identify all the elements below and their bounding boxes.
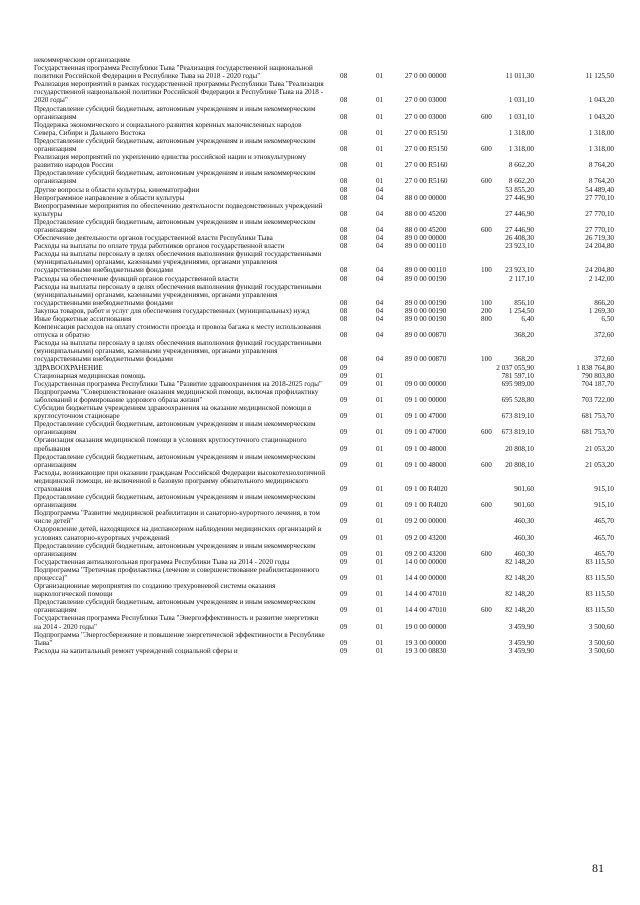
amount-year-2: 11 125,50 — [585, 72, 614, 81]
row-description: Оздоровление детей, находящихся на диспансерном наблюдении медицинских организаций в условиях санаторно-курортных учреждений — [34, 525, 322, 542]
section-code: 09 — [340, 646, 348, 655]
amount-year-1: 368,20 — [514, 331, 534, 340]
subsection-code: 01 — [376, 128, 384, 137]
table-row — [34, 169, 614, 185]
table-row — [34, 283, 614, 307]
table-row — [34, 525, 614, 541]
amount-year-1: 20 808,10 — [505, 444, 534, 453]
table-row — [34, 307, 614, 315]
section-code: 08 — [340, 242, 348, 251]
target-article-code: 88 0 00 45200 — [405, 225, 447, 234]
row-description: Организационные мероприятия по созданию трехуровневой системы оказания наркологической помощи — [34, 582, 276, 599]
row-description: Реализация мероприятий в рамках государственной программы Республики Тыва "Реализация государственной национальной политики Российской Федерации в Республике Тыва на 2018 - 2020 годы" — [34, 80, 324, 105]
table-row — [34, 315, 614, 323]
table-row — [34, 388, 614, 404]
expense-type-code: 600 — [481, 225, 492, 234]
amount-year-2: 372,60 — [594, 331, 614, 340]
row-description: Закупка товаров, работ и услуг для обеспечения государственных (муниципальных) нужд — [34, 306, 310, 315]
amount-year-1: 460,30 — [514, 549, 534, 558]
amount-year-2: 27 770,10 — [585, 209, 614, 218]
row-description: Расходы, возникающие при оказании гражданам Российской Федерации высокотехнологичной медицинской помощи, не включенной в базовую программу обязательного медицинского страхования — [34, 468, 326, 493]
subsection-code: 01 — [376, 428, 384, 437]
subsection-code: 04 — [376, 225, 384, 234]
target-article-code: 27 0 00 03000 — [405, 112, 447, 121]
amount-year-2: 465,70 — [594, 533, 614, 542]
row-description: Предоставление субсидий бюджетным, автономным учреждениям и иным некоммерческим организациям — [34, 493, 316, 510]
table-row — [34, 194, 614, 202]
row-description: Иные бюджетные ассигнования — [34, 315, 132, 323]
table-row — [34, 380, 614, 388]
subsection-code: 01 — [376, 646, 384, 655]
table-row — [34, 582, 614, 598]
amount-year-2: 465,70 — [594, 549, 614, 558]
section-code: 09 — [340, 444, 348, 453]
expense-type-code: 600 — [481, 112, 492, 121]
row-description: Обеспечение деятельности органов государственной власти Республики Тыва — [34, 234, 273, 243]
section-code: 09 — [340, 533, 348, 542]
target-article-code: 09 1 00 47000 — [405, 428, 447, 437]
section-code: 08 — [340, 72, 348, 81]
amount-year-2: 27 770,10 — [585, 193, 614, 202]
subsection-code: 04 — [376, 298, 384, 307]
subsection-code: 04 — [376, 355, 384, 364]
subsection-code: 04 — [376, 306, 384, 315]
subsection-code: 01 — [376, 484, 384, 493]
section-code: 09 — [340, 622, 348, 631]
table-row — [34, 121, 614, 137]
amount-year-1: 27 446,90 — [505, 225, 534, 234]
expense-type-code: 600 — [481, 145, 492, 154]
subsection-code: 01 — [376, 177, 384, 186]
amount-year-2: 1 318,00 — [588, 128, 614, 137]
table-row — [34, 436, 614, 452]
amount-year-1: 23 923,10 — [505, 266, 534, 275]
amount-year-1: 82 148,20 — [505, 606, 534, 615]
subsection-code: 01 — [376, 533, 384, 542]
row-description: Подпрограмма "Развитие медицинской реабилитации и санаторно-курортного лечения, в том числе детей" — [34, 509, 320, 526]
section-code: 09 — [340, 371, 348, 380]
target-article-code: 27 0 00 03000 — [405, 96, 447, 105]
amount-year-2: 866,20 — [594, 298, 614, 307]
subsection-code: 04 — [376, 274, 384, 283]
row-description: Организация оказания медицинской помощи в условиях круглосуточного стационарного пребывания — [34, 436, 307, 453]
target-article-code: 09 1 00 47000 — [405, 412, 447, 421]
table-row — [34, 566, 614, 582]
subsection-code: 01 — [376, 574, 384, 582]
section-code: 08 — [340, 193, 348, 202]
amount-year-1: 460,30 — [514, 533, 534, 542]
target-article-code: 19 3 00 00000 — [405, 638, 447, 647]
section-code: 08 — [340, 298, 348, 307]
amount-year-1: 1 318,00 — [508, 145, 534, 154]
section-code: 09 — [340, 638, 348, 647]
row-description: Предоставление субсидий бюджетным, автономным учреждениям и иным некоммерческим организациям — [34, 541, 316, 558]
table-row — [34, 202, 614, 218]
target-article-code: 89 0 00 00190 — [405, 274, 447, 283]
amount-year-2: 21 053,20 — [585, 460, 614, 469]
target-article-code: 27 0 00 R5160 — [405, 161, 448, 170]
amount-year-1: 82 148,20 — [505, 557, 534, 566]
section-code: 08 — [340, 355, 348, 364]
row-description: Государственная программа Республики Тыва "Реализация государственной национальной политики Российской Федерации в Республике Тыва на 2018 - 2020 годы" — [34, 64, 313, 81]
target-article-code: 89 0 00 00110 — [405, 242, 447, 251]
row-description: Предоставление субсидий бюджетным, автономным учреждениям и иным некоммерческим организациям — [34, 217, 316, 234]
amount-year-1: 27 446,90 — [505, 193, 534, 202]
target-article-code: 19 0 00 00000 — [405, 622, 447, 631]
amount-year-2: 24 204,80 — [585, 242, 614, 251]
amount-year-1: 23 923,10 — [505, 242, 534, 251]
amount-year-2: 681 753,70 — [581, 412, 614, 421]
expense-type-code: 800 — [481, 315, 492, 323]
subsection-code: 04 — [376, 331, 384, 340]
amount-year-1: 11 011,30 — [505, 72, 534, 81]
amount-year-2: 3 500,60 — [588, 622, 614, 631]
amount-year-2: 24 204,80 — [585, 266, 614, 275]
table-row — [34, 275, 614, 283]
amount-year-2: 1 838 764,80 — [576, 363, 614, 372]
row-description: Государственная программа Республики Тыва "Энергоэффективность и развитие энергетики на 2014 - 2020 годы" — [34, 614, 319, 631]
amount-year-2: 465,70 — [594, 517, 614, 526]
section-code: 09 — [340, 557, 348, 566]
amount-year-2: 1 318,00 — [588, 145, 614, 154]
row-description: Поддержка экономического и социального развития коренных малочисленных народов Севера, Сибири и Дальнего Востока — [34, 120, 302, 137]
target-article-code: 89 0 00 00110 — [405, 266, 447, 275]
subsection-code: 01 — [376, 371, 384, 380]
expense-type-code: 600 — [481, 501, 492, 510]
amount-year-1: 781 597,10 — [501, 371, 534, 380]
section-code: 08 — [340, 145, 348, 154]
table-row — [34, 242, 614, 250]
section-code: 09 — [340, 460, 348, 469]
section-code: 08 — [340, 274, 348, 283]
table-row — [34, 323, 614, 339]
subsection-code: 01 — [376, 444, 384, 453]
subsection-code: 01 — [376, 606, 384, 615]
expense-type-code: 200 — [481, 306, 492, 315]
row-description: Подпрограмма "Совершенствование оказания медицинской помощи, включая профилактику заболеваний и формирование здорового образа жизни" — [34, 387, 319, 404]
subsection-code: 04 — [376, 315, 384, 323]
amount-year-1: 26 408,30 — [505, 234, 534, 243]
table-row — [34, 137, 614, 153]
table-row — [34, 105, 614, 121]
amount-year-2: 915,10 — [594, 484, 614, 493]
subsection-code: 04 — [376, 185, 384, 194]
section-code: 09 — [340, 517, 348, 526]
expense-type-code: 600 — [481, 177, 492, 186]
amount-year-2: 8 764,20 — [588, 177, 614, 186]
table-row — [34, 80, 614, 104]
section-code: 08 — [340, 177, 348, 186]
row-description: Подпрограмма "Третичная профилактика (лечение и совершенствование реабилитационного процесса)" — [34, 565, 320, 582]
table-row — [34, 598, 614, 614]
row-description: Расходы на выплаты персоналу в целях обеспечения выполнения функций государственными (муниципальными) органами, казенными учреждениями, органами управления государственными внебюджетными фондами — [34, 339, 322, 364]
amount-year-1: 2 037 055,90 — [496, 363, 534, 372]
table-row — [34, 542, 614, 558]
target-article-code: 09 1 00 R4020 — [405, 484, 448, 493]
amount-year-2: 27 770,10 — [585, 225, 614, 234]
amount-year-1: 27 446,90 — [505, 209, 534, 218]
section-code: 09 — [340, 428, 348, 437]
subsection-code: 01 — [376, 638, 384, 647]
target-article-code: 19 3 00 08830 — [405, 646, 447, 655]
table-row — [34, 56, 614, 64]
target-article-code: 14 0 00 00000 — [405, 557, 447, 566]
section-code: 09 — [340, 606, 348, 615]
amount-year-1: 673 819,10 — [501, 412, 534, 421]
amount-year-1: 8 662,20 — [508, 161, 534, 170]
table-row — [34, 614, 614, 630]
target-article-code: 27 0 00 R5160 — [405, 177, 448, 186]
row-description: Государственная антиалкогольная программа Республики Тыва на 2014 - 2020 годы — [34, 557, 290, 566]
target-article-code: 89 0 00 00870 — [405, 355, 447, 364]
target-article-code: 89 0 00 00190 — [405, 306, 447, 315]
section-code: 08 — [340, 96, 348, 105]
subsection-code: 01 — [376, 72, 384, 81]
row-description: Предоставление субсидий бюджетным, автономным учреждениям и иным некоммерческим организациям — [34, 598, 316, 615]
table-row — [34, 64, 614, 80]
table-row — [34, 404, 614, 420]
subsection-code: 01 — [376, 501, 384, 510]
amount-year-1: 2 117,10 — [509, 274, 534, 283]
target-article-code: 09 1 00 00000 — [405, 395, 447, 404]
row-description: Государственная программа Республики Тыва "Развитие здравоохранения на 2018-2025 годы" — [34, 379, 322, 388]
amount-year-1: 1 254,50 — [508, 306, 534, 315]
target-article-code: 14 4 00 47010 — [405, 606, 447, 615]
table-row — [34, 250, 614, 274]
row-description: некоммерческим организациям — [34, 56, 130, 64]
subsection-code: 01 — [376, 549, 384, 558]
amount-year-1: 460,30 — [514, 517, 534, 526]
amount-year-1: 53 855,20 — [505, 185, 534, 194]
section-code: 09 — [340, 395, 348, 404]
target-article-code: 14 4 00 47010 — [405, 590, 447, 599]
row-description: Предоставление субсидий бюджетным, автономным учреждениям и иным некоммерческим организациям — [34, 452, 316, 469]
row-description: ЗДРАВООХРАНЕНИЕ — [34, 363, 103, 372]
section-code: 08 — [340, 234, 348, 243]
table-row — [34, 631, 614, 647]
amount-year-2: 915,10 — [594, 501, 614, 510]
table-row — [34, 493, 614, 509]
amount-year-1: 1 031,10 — [508, 96, 534, 105]
target-article-code: 14 4 00 00000 — [405, 574, 447, 582]
subsection-code: 01 — [376, 96, 384, 105]
target-article-code: 88 0 00 00000 — [405, 193, 447, 202]
row-description: Предоставление субсидий бюджетным, автономным учреждениям и иным некоммерческим организациям — [34, 136, 316, 154]
amount-year-2: 8 764,20 — [588, 161, 614, 170]
table-row — [34, 453, 614, 469]
section-code: 09 — [340, 484, 348, 493]
section-code: 09 — [340, 590, 348, 599]
table-row — [34, 234, 614, 242]
target-article-code: 88 0 00 45200 — [405, 209, 447, 218]
amount-year-1: 368,20 — [514, 355, 534, 364]
section-code: 09 — [340, 363, 348, 372]
subsection-code: 01 — [376, 379, 384, 388]
subsection-code: 01 — [376, 395, 384, 404]
subsection-code: 04 — [376, 266, 384, 275]
expense-type-code: 100 — [481, 266, 492, 275]
amount-year-2: 26 719,30 — [585, 234, 614, 243]
table-row — [34, 558, 614, 566]
amount-year-2: 703 722,00 — [581, 395, 614, 404]
amount-year-2: 1 043,20 — [588, 112, 614, 121]
amount-year-2: 83 115,50 — [585, 557, 614, 566]
amount-year-1: 3 459,90 — [508, 646, 534, 655]
table-row — [34, 153, 614, 169]
target-article-code: 27 0 00 00000 — [405, 72, 447, 81]
section-code: 09 — [340, 501, 348, 510]
amount-year-2: 54 489,40 — [585, 185, 614, 194]
subsection-code: 01 — [376, 590, 384, 599]
expense-type-code: 600 — [481, 549, 492, 558]
amount-year-2: 704 187,70 — [581, 379, 614, 388]
amount-year-2: 83 115,50 — [585, 606, 614, 615]
table-row — [34, 339, 614, 363]
section-code: 08 — [340, 185, 348, 194]
row-description: Реализация мероприятий по укреплению единства российской нации и этнокультурному развитию народов России — [34, 153, 307, 170]
amount-year-1: 1 318,00 — [508, 128, 534, 137]
row-description: Расходы на капитальный ремонт учреждений социальной сферы и — [34, 646, 238, 655]
row-description: Расходы на выплаты персоналу в целях обеспечения выполнения функций государственными (муниципальными) органами, казенными учреждениями, органами управления государственными внебюджетными фондами — [34, 282, 322, 307]
amount-year-1: 673 819,10 — [501, 428, 534, 437]
amount-year-1: 8 662,20 — [508, 177, 534, 186]
amount-year-1: 20 808,10 — [505, 460, 534, 469]
section-code: 09 — [340, 412, 348, 421]
target-article-code: 27 0 00 R5150 — [405, 145, 448, 154]
amount-year-1: 901,60 — [514, 484, 534, 493]
row-description: Непрограммное направление в области культуры — [34, 193, 185, 202]
section-code: 08 — [340, 112, 348, 121]
row-description: Расходы на выплаты персоналу в целях обеспечения выполнения функций государственными (муниципальными) органами, казенными учреждениями, органами управления государственными внебюджетными фондами — [34, 250, 322, 275]
amount-year-2: 83 115,50 — [585, 574, 614, 582]
budget-table — [34, 56, 614, 655]
target-article-code: 09 0 00 00000 — [405, 379, 447, 388]
expense-type-code: 100 — [481, 298, 492, 307]
expense-type-code: 600 — [481, 606, 492, 615]
row-description: Предоставление субсидий бюджетным, автономным учреждениям и иным некоммерческим организациям — [34, 169, 316, 186]
amount-year-1: 1 031,10 — [508, 112, 534, 121]
amount-year-1: 6,40 — [521, 315, 534, 323]
subsection-code: 01 — [376, 145, 384, 154]
row-description: Предоставление субсидий бюджетным, автономным учреждениям и иным некоммерческим организациям — [34, 420, 316, 437]
table-row — [34, 364, 614, 372]
section-code: 08 — [340, 315, 348, 323]
table-row — [34, 186, 614, 194]
table-row — [34, 509, 614, 525]
target-article-code: 09 2 00 43200 — [405, 549, 447, 558]
amount-year-1: 3 459,90 — [508, 622, 534, 631]
row-description: Субсидии бюджетным учреждениям здравоохранения на оказание медицинской помощи в круглосуточном стационаре — [34, 404, 312, 421]
amount-year-2: 3 500,60 — [588, 638, 614, 647]
amount-year-2: 681 753,70 — [581, 428, 614, 437]
subsection-code: 04 — [376, 209, 384, 218]
expense-type-code: 100 — [481, 355, 492, 364]
subsection-code: 01 — [376, 112, 384, 121]
page-number: 81 — [592, 861, 604, 875]
amount-year-1: 901,60 — [514, 501, 534, 510]
table-row — [34, 469, 614, 493]
row-description: Предоставление субсидий бюджетным, автономным учреждениям и иным некоммерческим организациям — [34, 104, 316, 121]
target-article-code: 09 1 00 48000 — [405, 444, 447, 453]
subsection-code: 01 — [376, 460, 384, 469]
amount-year-2: 3 500,60 — [588, 646, 614, 655]
target-article-code: 09 2 00 00000 — [405, 517, 447, 526]
amount-year-1: 695 989,00 — [501, 379, 534, 388]
target-article-code: 89 0 00 00190 — [405, 315, 447, 323]
amount-year-1: 82 148,20 — [505, 574, 534, 582]
subsection-code: 01 — [376, 557, 384, 566]
target-article-code: 09 1 00 R4020 — [405, 501, 448, 510]
section-code: 08 — [340, 225, 348, 234]
section-code: 08 — [340, 266, 348, 275]
row-description: Расходы на выплаты по оплате труда работников органов государственной власти — [34, 242, 285, 251]
expense-type-code: 600 — [481, 428, 492, 437]
section-code: 09 — [340, 379, 348, 388]
subsection-code: 01 — [376, 161, 384, 170]
amount-year-1: 82 148,20 — [505, 590, 534, 599]
row-description: Внепрограммные мероприятия по обеспечению деятельности подведомственных учреждений культуры — [34, 201, 323, 218]
row-description: Другие вопросы в области культуры, кинематографии — [34, 185, 200, 194]
section-code: 08 — [340, 306, 348, 315]
amount-year-2: 1 043,20 — [588, 96, 614, 105]
amount-year-1: 856,10 — [514, 298, 534, 307]
row-description: Стационарная медицинская помощь — [34, 371, 145, 380]
target-article-code: 09 1 00 48000 — [405, 460, 447, 469]
amount-year-2: 83 115,50 — [585, 590, 614, 599]
amount-year-2: 2 142,00 — [588, 274, 614, 283]
subsection-code: 04 — [376, 234, 384, 243]
section-code: 08 — [340, 331, 348, 340]
amount-year-1: 3 459,90 — [508, 638, 534, 647]
subsection-code: 01 — [376, 517, 384, 526]
amount-year-2: 1 269,30 — [588, 306, 614, 315]
table-row — [34, 647, 614, 655]
target-article-code: 09 2 00 43200 — [405, 533, 447, 542]
target-article-code: 89 0 00 00000 — [405, 234, 447, 243]
table-row — [34, 420, 614, 436]
target-article-code: 27 0 00 R5150 — [405, 128, 448, 137]
section-code: 08 — [340, 128, 348, 137]
amount-year-1: 695 528,80 — [501, 395, 534, 404]
subsection-code: 04 — [376, 193, 384, 202]
amount-year-2: 790 803,80 — [581, 371, 614, 380]
section-code: 09 — [340, 574, 348, 582]
subsection-code: 01 — [376, 412, 384, 421]
expense-type-code: 600 — [481, 460, 492, 469]
section-code: 08 — [340, 161, 348, 170]
section-code: 08 — [340, 209, 348, 218]
amount-year-2: 372,60 — [594, 355, 614, 364]
target-article-code: 89 0 00 00870 — [405, 331, 447, 340]
target-article-code: 89 0 00 00190 — [405, 298, 447, 307]
section-code: 09 — [340, 549, 348, 558]
amount-year-2: 21 053,20 — [585, 444, 614, 453]
amount-year-2: 6,50 — [601, 315, 614, 323]
table-row — [34, 372, 614, 380]
row-description: Расходы на обеспечение функций органов государственной власти — [34, 274, 239, 283]
subsection-code: 04 — [376, 242, 384, 251]
table-row — [34, 218, 614, 234]
row-description: Компенсация расходов на оплату стоимости проезда и провоза багажа к месту использования отпуска и обратно — [34, 323, 321, 340]
row-description: Подпрограмма "Энергосбережение и повышение энергетической эффективности в Республике Тыва" — [34, 630, 325, 647]
subsection-code: 01 — [376, 622, 384, 631]
